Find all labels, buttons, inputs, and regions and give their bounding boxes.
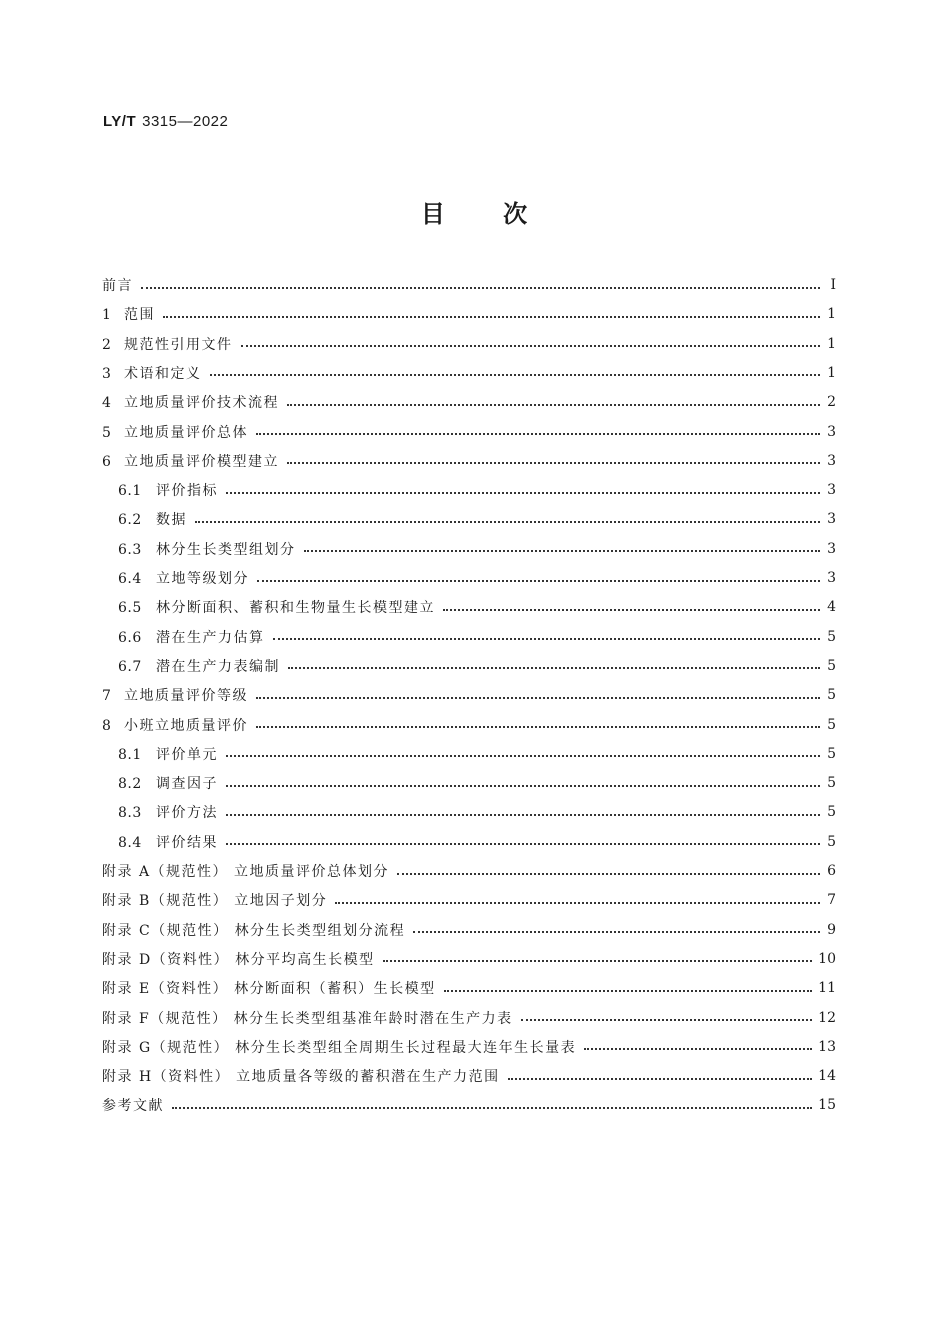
toc-entry-title: 潜在生产力估算 bbox=[156, 629, 265, 646]
toc-dot-leader bbox=[335, 901, 820, 904]
toc-dot-leader bbox=[163, 315, 820, 318]
toc-page-number: 5 bbox=[827, 745, 836, 762]
toc-entry[interactable] bbox=[102, 1094, 836, 1116]
toc-entry[interactable] bbox=[118, 743, 836, 765]
toc-entry-title: 立地质量评价等级 bbox=[124, 688, 248, 705]
toc-entry-number: 6.1 bbox=[118, 483, 142, 500]
toc-entry-label bbox=[118, 832, 218, 852]
toc-entry[interactable] bbox=[102, 1036, 836, 1058]
toc-dot-leader bbox=[256, 432, 820, 435]
toc-entry-title: 前言 bbox=[102, 278, 133, 294]
toc-entry-number: 6.3 bbox=[118, 541, 142, 558]
toc-entry[interactable] bbox=[102, 684, 836, 706]
toc-page-number: 3 bbox=[827, 511, 836, 528]
toc-dot-leader bbox=[226, 784, 820, 787]
toc-entry[interactable] bbox=[118, 772, 836, 794]
toc-page-number: 5 bbox=[827, 804, 836, 821]
toc-entry-label bbox=[118, 539, 296, 559]
toc-dot-leader bbox=[226, 491, 820, 494]
toc-page-number: 3 bbox=[827, 482, 836, 499]
toc-entry-label bbox=[102, 275, 133, 295]
toc-entry[interactable] bbox=[102, 1065, 836, 1087]
toc-entry-label bbox=[102, 861, 389, 881]
toc-entry-label bbox=[102, 1037, 576, 1057]
toc-entry-title: 附录 A（规范性） 立地质量评价总体划分 bbox=[102, 864, 390, 880]
toc-dot-leader bbox=[226, 813, 820, 816]
toc-entry[interactable] bbox=[102, 1007, 836, 1029]
toc-entry[interactable] bbox=[118, 538, 836, 560]
toc-entry-number: 4 bbox=[102, 395, 112, 412]
toc-entry-title: 评价方法 bbox=[156, 805, 218, 822]
toc-page-number: 13 bbox=[818, 1038, 836, 1055]
toc-entry-label bbox=[102, 451, 279, 471]
toc-entry-title: 附录 B（规范性） 立地因子划分 bbox=[102, 893, 328, 910]
toc-dot-leader bbox=[241, 344, 821, 347]
toc-page-number: 3 bbox=[827, 423, 836, 440]
toc-entry-title: 附录 G（规范性） 林分生长类型组全周期生长过程最大连年生长量表 bbox=[102, 1039, 577, 1056]
toc-page-number: 15 bbox=[818, 1097, 836, 1114]
toc-entry[interactable] bbox=[102, 333, 836, 355]
toc-entry[interactable] bbox=[118, 567, 836, 589]
toc-entry-label bbox=[102, 949, 375, 969]
toc-entry-number: 6.4 bbox=[118, 571, 142, 587]
toc-entry-label bbox=[118, 627, 265, 647]
toc-page-number: 5 bbox=[827, 716, 836, 733]
toc-entry-title: 范围 bbox=[124, 307, 155, 324]
toc-entry-title: 规范性引用文件 bbox=[124, 336, 233, 353]
standard-prefix: LY/T bbox=[103, 113, 137, 130]
toc-page-number: 7 bbox=[827, 892, 836, 909]
toc-entry[interactable] bbox=[102, 714, 836, 736]
toc-entry-title: 附录 F（规范性） 林分生长类型组基准年龄时潜在生产力表 bbox=[102, 1010, 513, 1027]
toc-dot-leader bbox=[288, 666, 820, 669]
toc-entry-label bbox=[102, 304, 155, 324]
toc-entry-number: 6.5 bbox=[118, 600, 142, 617]
toc-dot-leader bbox=[210, 373, 821, 376]
toc-page-number: 1 bbox=[827, 335, 836, 352]
toc-dot-leader bbox=[273, 637, 821, 640]
toc-page-number: 1 bbox=[827, 306, 836, 323]
toc-entry-title: 数据 bbox=[156, 512, 187, 529]
toc-entry[interactable] bbox=[102, 860, 836, 882]
toc-entry[interactable] bbox=[102, 450, 836, 472]
standard-code bbox=[103, 113, 228, 130]
toc-entry-label bbox=[118, 802, 218, 822]
toc-entry-label bbox=[102, 363, 202, 383]
toc-dot-leader bbox=[257, 579, 820, 582]
toc-entry-label bbox=[102, 978, 436, 998]
toc-dot-leader bbox=[444, 989, 813, 992]
toc-entry[interactable] bbox=[102, 362, 836, 384]
toc-page-number: 6 bbox=[827, 863, 836, 879]
toc-entry-number: 8.2 bbox=[118, 776, 142, 793]
toc-page-number: 5 bbox=[827, 628, 836, 645]
toc-dot-leader bbox=[304, 549, 821, 552]
toc-dot-leader bbox=[287, 403, 820, 406]
toc-entry-label bbox=[102, 334, 233, 354]
toc-entry-label bbox=[102, 1008, 513, 1028]
toc-entry-title: 潜在生产力表编制 bbox=[156, 658, 280, 675]
toc-entry-title: 小班立地质量评价 bbox=[124, 717, 248, 734]
toc-entry-title: 立地等级划分 bbox=[156, 571, 249, 587]
toc-dot-leader bbox=[256, 696, 820, 699]
toc-page-number: 5 bbox=[827, 833, 836, 850]
toc-entry-label bbox=[102, 920, 405, 940]
toc-entry-title: 附录 C（规范性） 林分生长类型组划分流程 bbox=[102, 922, 406, 939]
toc-dot-leader bbox=[521, 1018, 813, 1021]
toc-dot-leader bbox=[256, 725, 820, 728]
toc-entry-label bbox=[102, 1066, 500, 1086]
toc-entry-title: 林分断面积、蓄积和生物量生长模型建立 bbox=[156, 600, 435, 617]
toc-entry[interactable] bbox=[118, 655, 836, 677]
toc-dot-leader bbox=[443, 608, 820, 611]
toc-dot-leader bbox=[226, 754, 820, 757]
toc-dot-leader bbox=[508, 1077, 813, 1080]
toc-entry-label bbox=[118, 568, 249, 588]
toc-entry-label bbox=[102, 1095, 164, 1115]
toc-entry-title: 林分生长类型组划分 bbox=[156, 541, 296, 558]
toc-page-number: Ⅰ bbox=[830, 277, 836, 293]
toc-entry-number: 6.6 bbox=[118, 629, 142, 646]
toc-page-number: 12 bbox=[818, 1009, 836, 1026]
toc-dot-leader bbox=[141, 286, 820, 289]
toc-entry-label bbox=[118, 773, 218, 793]
toc-entry[interactable] bbox=[102, 977, 836, 999]
toc-entry-title: 调查因子 bbox=[156, 776, 218, 793]
toc-page-number: 5 bbox=[827, 687, 836, 704]
toc-entry-number: 8.4 bbox=[118, 834, 142, 851]
toc-entry[interactable] bbox=[102, 274, 836, 296]
toc-entry-number: 7 bbox=[102, 688, 112, 705]
toc-dot-leader bbox=[413, 930, 820, 933]
toc-entry-title: 评价结果 bbox=[156, 834, 218, 851]
toc-entry[interactable] bbox=[118, 508, 836, 530]
toc-page-number: 4 bbox=[827, 599, 836, 616]
toc-dot-leader bbox=[287, 461, 820, 464]
toc-entry[interactable] bbox=[102, 303, 836, 325]
toc-entry-number: 5 bbox=[102, 424, 112, 441]
toc-entry-title: 附录 D（资料性） 林分平均高生长模型 bbox=[102, 951, 375, 968]
toc-entry-number: 6.2 bbox=[118, 512, 142, 529]
toc-entry-title: 附录 E（资料性） 林分断面积（蓄积）生长模型 bbox=[102, 981, 436, 998]
toc-page-number: 10 bbox=[818, 950, 836, 967]
toc-entry-title: 附录 H（资料性） 立地质量各等级的蓄积潜在生产力范围 bbox=[102, 1069, 500, 1086]
toc-entry[interactable] bbox=[102, 421, 836, 443]
toc-page-number: 2 bbox=[827, 394, 836, 411]
toc-page-number: 9 bbox=[827, 921, 836, 938]
toc-entry[interactable] bbox=[118, 596, 836, 618]
toc-entry-label bbox=[118, 597, 435, 617]
toc-entry-number: 8.3 bbox=[118, 805, 142, 822]
toc-entry-number: 6.7 bbox=[118, 658, 142, 675]
toc-entry-title: 评价指标 bbox=[156, 483, 218, 500]
toc-entry-title: 术语和定义 bbox=[124, 365, 202, 382]
toc-page-number: 14 bbox=[818, 1068, 836, 1085]
toc-entry-title: 立地质量评价模型建立 bbox=[124, 453, 279, 470]
toc-dot-leader bbox=[195, 520, 820, 523]
toc-entry-label bbox=[102, 422, 248, 442]
toc-page-number: 3 bbox=[827, 570, 836, 586]
toc-entry-number: 3 bbox=[102, 365, 112, 382]
toc-page-number: 3 bbox=[827, 452, 836, 469]
toc-entry-number: 1 bbox=[102, 307, 112, 324]
toc-entry[interactable] bbox=[102, 948, 836, 970]
toc-entry-number: 6 bbox=[102, 453, 112, 470]
toc-page-number: 1 bbox=[827, 364, 836, 381]
toc-entry-label bbox=[118, 480, 218, 500]
toc-entry-label bbox=[118, 744, 218, 764]
toc-dot-leader bbox=[584, 1047, 812, 1050]
toc-entry[interactable] bbox=[102, 391, 836, 413]
toc-dot-leader bbox=[383, 959, 813, 962]
toc-entry[interactable] bbox=[102, 919, 836, 941]
toc-page-number: 5 bbox=[827, 775, 836, 792]
toc-entry[interactable] bbox=[118, 479, 836, 501]
toc-entry-label bbox=[102, 685, 248, 705]
toc-entry-number: 8 bbox=[102, 717, 112, 734]
toc-entry[interactable] bbox=[118, 626, 836, 648]
toc-dot-leader bbox=[397, 872, 820, 875]
toc-page-number: 11 bbox=[818, 980, 836, 997]
toc-entry[interactable] bbox=[118, 801, 836, 823]
toc-entry-title: 参考文献 bbox=[102, 1098, 164, 1115]
toc-dot-leader bbox=[172, 1106, 812, 1109]
toc-entry-title: 立地质量评价总体 bbox=[124, 424, 248, 441]
toc-entry-number: 2 bbox=[102, 336, 112, 353]
toc-entry[interactable] bbox=[102, 889, 836, 911]
toc-page-number: 3 bbox=[827, 540, 836, 557]
toc-entry-label bbox=[102, 392, 279, 412]
toc-entry-title: 评价单元 bbox=[156, 746, 218, 763]
toc-page-number: 5 bbox=[827, 657, 836, 674]
standard-number: 3315—2022 bbox=[142, 113, 229, 130]
page-title: 目 次 bbox=[420, 200, 530, 228]
toc-entry-number: 8.1 bbox=[118, 746, 142, 763]
toc-entry-label bbox=[102, 890, 327, 910]
toc-entry-title: 立地质量评价技术流程 bbox=[124, 395, 279, 412]
toc-entry-label bbox=[118, 509, 187, 529]
toc-dot-leader bbox=[226, 842, 820, 845]
toc-entry-label bbox=[118, 656, 280, 676]
toc-entry-label bbox=[102, 715, 248, 735]
toc-entry[interactable] bbox=[118, 831, 836, 853]
